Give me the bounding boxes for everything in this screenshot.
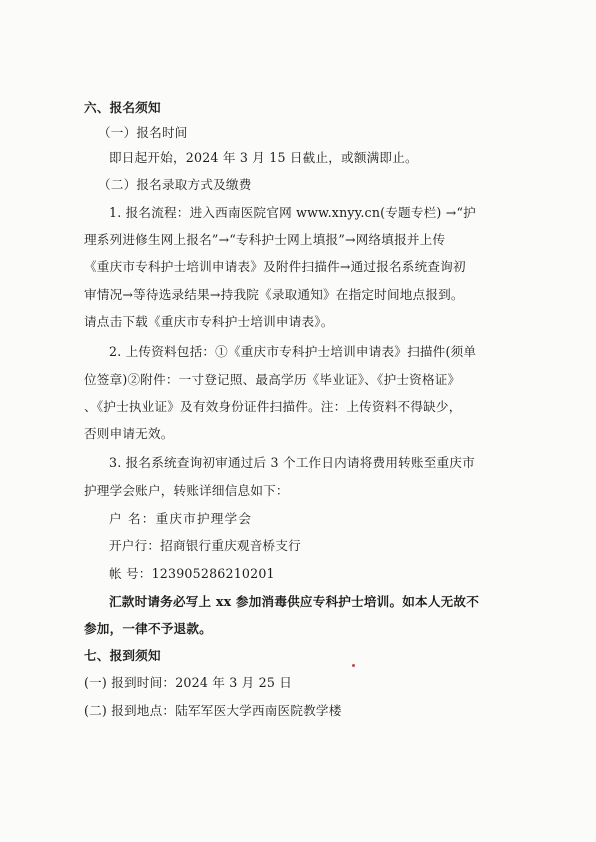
report-place: (二) 报到地点：陆军军医大学西南医院教学楼 (84, 703, 342, 718)
registration-time-text: 即日起开始，2024 年 3 月 15 日截止，或额满即止。 (109, 150, 418, 165)
upload-line-3: 、《护士执业证》及有效身份证件扫描件。注：上传资料不得缺少， (84, 399, 462, 414)
account-bank: 开户行：招商银行重庆观音桥支行 (109, 538, 301, 553)
remittance-note-line-1: 汇款时请务必写上 xx 参加消毒供应专科护士培训。如本人无故不 (109, 594, 480, 609)
section-6-heading: 六、报名须知 (84, 100, 161, 115)
subsection-registration-time: （一）报名时间 (98, 125, 188, 140)
process-line-4: 审情况→等待选录结果→持我院《录取通知》在指定时间地点报到。 (84, 287, 464, 302)
process-line-1: 1. 报名流程：进入西南医院官网 www.xnyy.cn(专题专栏) →“护 (109, 205, 476, 220)
report-time: (一) 报到时间：2024 年 3 月 25 日 (84, 675, 293, 690)
section-7-heading: 七、报到须知 (84, 648, 161, 663)
account-number: 帐 号：123905286210201 (109, 566, 275, 581)
upload-line-1: 2. 上传资料包括：①《重庆市专科护士培训申请表》扫描件(须单 (109, 344, 477, 359)
process-line-3: 《重庆市专科护士培训申请表》及附件扫描件→通过报名系统查询初 (84, 259, 466, 274)
remittance-note-line-2: 参加，一律不予退款。 (84, 621, 212, 636)
account-name: 户 名：重庆市护理学会 (109, 511, 253, 526)
subsection-admission-fees: （二）报名录取方式及缴费 (98, 177, 252, 192)
upload-line-2: 位签章)②附件：一寸登记照、最高学历《毕业证》、《护士资格证》 (84, 372, 461, 387)
process-line-5: 请点击下载《重庆市专科护士培训申请表》。 (84, 314, 334, 329)
transfer-line-2: 护理学会账户，转账详细信息如下： (84, 483, 289, 498)
upload-line-4: 否则申请无效。 (84, 426, 174, 441)
process-line-2: 理系列进修生网上报名”→“专科护士网上填报”→网络填报并上传 (84, 232, 446, 247)
transfer-line-1: 3. 报名系统查询初审通过后 3 个工作日内请将费用转账至重庆市 (109, 455, 475, 470)
stamp-dot-mark (352, 664, 355, 667)
